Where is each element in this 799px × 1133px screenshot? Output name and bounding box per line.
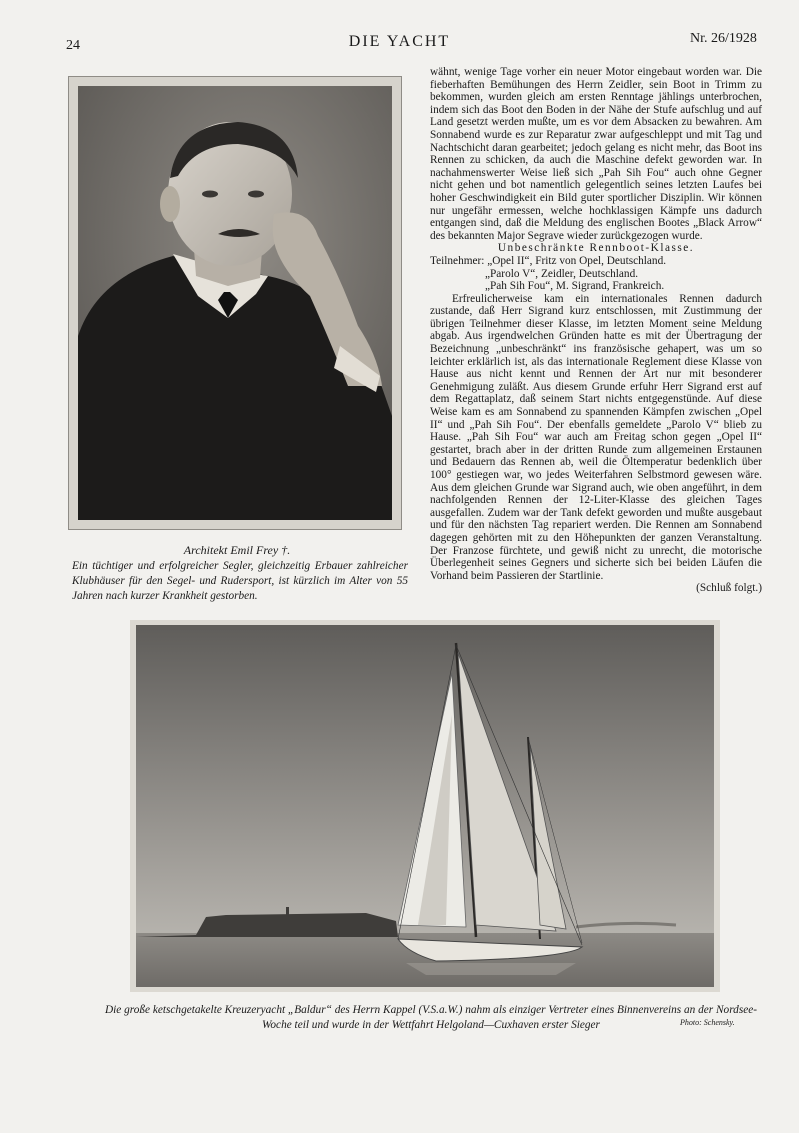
yacht-photo bbox=[136, 625, 714, 987]
portrait-frame bbox=[68, 76, 402, 530]
portrait-caption-title: Architekt Emil Frey †. bbox=[183, 543, 291, 557]
photo-credit: Photo: Schensky. bbox=[680, 1018, 735, 1027]
article-paragraph: Erfreulicherweise kam ein internationales Rennen dadurch zustande, daß Herr Sigrand kurz entschlossen, mit Zustimmung der übrigen Teilnehmer dieser Klasse, im letzten Moment seine Meldung abgab. Aus irgendwelchen Gründen hatte es mit der Übertragung der Bezeichnung „unbeschränkt“ ins französische gehapert, was um so leichter erklärlich ist, als das internationale Reglement diese Klasse von Hause aus nicht kennt und Rennen der Art nur mit besonderer Genehmigung zuläßt. Aus diesem Grunde erfuhr Herr Sigrand erst auf dem Regattaplatz, daß seinem Start nichts entgegenstünde. Auf diese Weise kam es am Sonnabend zu spannenden Kämpfen zwischen „Opel II“ und „Pah Sih Fou“. Der ebenfalls gemeldete „Parolo V“ blieb zu Hause. „Pah Sih Fou“ war auch am Freitag schon gegen „Opel II“ gestartet, brach aber in der dritten Runde zum allgemeinen Erstaunen und Bedauern das Rennen ab, weil die Öltemperatur bedenklich über 100° gestiegen war, wo jedes Weiterfahren Selbstmord gewesen wäre. Aus dem gleichen Grunde war Sigrand auch, wie oben angeführt, in dem nachfolgenden Rennen der 12-Liter-Klasse des gleichen Tages ausgefallen. Zudem war der Tank defekt geworden und mußte ausgebaut und für den nächsten Tag repariert werden. Die Rennen am Sonnabend dagegen gehörten mit zu den Höhepunkten der ganzen Veranstaltung. Der Franzose fürchtete, und gewiß nicht zu unrecht, die motorische Überlegenheit seines Gegners und sicherte sich bei beiden Läufen die Vorhand beim Passieren der Startlinie. bbox=[430, 292, 762, 582]
portrait-image bbox=[78, 86, 392, 520]
participants-line: Teilnehmer: „Opel II“, Fritz von Opel, Deutschland. bbox=[430, 254, 667, 267]
issue-number: Nr. 26/1928 bbox=[690, 31, 757, 46]
participants-line: „Pah Sih Fou“, M. Sigrand, Frankreich. bbox=[485, 280, 665, 293]
article-column bbox=[430, 66, 762, 595]
portrait-caption: Ein tüchtiger und erfolgreicher Segler, gleichzeitig Erbauer zahlreicher Klubhäuser für den Segel- und Rudersport, ist kürzlich im Alter von 55 Jahren nach kurzer Krankheit gestorben. bbox=[72, 560, 408, 602]
participants-line: „Parolo V“, Zeidler, Deutschland. bbox=[485, 267, 639, 280]
continued-note: (Schluß folgt.) bbox=[696, 582, 762, 595]
magazine-title: DIE YACHT bbox=[348, 33, 451, 50]
portrait-photo bbox=[78, 86, 392, 520]
yacht-image bbox=[136, 625, 714, 987]
class-heading: Unbeschränkte Rennboot-Klasse. bbox=[497, 242, 695, 255]
page-number: 24 bbox=[66, 38, 80, 53]
yacht-caption: Die große ketschgetakelte Kreuzeryacht „Baldur“ des Herrn Kappel (V.S.a.W.) nahm als einziger Vertreter eines Binnenvereins an der Nordsee-Woche teil und wurde in der Wettfahrt Helgoland—Cuxhaven erster Sieger bbox=[104, 1004, 758, 1031]
article-paragraph: wähnt, wenige Tage vorher ein neuer Motor eingebaut worden war. Die fieberhaften Bemühungen des Herrn Zeidler, sein Boot in Trimm zu bekommen, wurden gleich am ersten Renntage jählings unterbrochen, indem sich das Boot den Boden in der Nähe der Stufe aufschlug und auf Land gesetzt werden mußte, um es vor dem Absacken zu bewahren. Am Sonnabend wurde es zur Reparatur zwar aufgeschleppt und mit Tag und Nachtschicht daran gearbeitet; jedoch gelang es nicht mehr, das Boot ins Rennen zu schicken, da auch die Maschine defekt geworden war. In nachahmenswerter Weise ließ sich „Pah Sih Fou“ auch ohne Gegner nicht gehen und bot namentlich gelegentlich seines letzten Laufes bei hoher Geschwindigkeit ein Bild guter sportlicher Disziplin. Wir können nur ungefähr ermessen, welche hochklassigen Kämpfe uns dadurch entgangen sind, daß die Meldung des englischen Bootes „Black Arrow“ des bekannten Major Segrave wieder zurückgezogen wurde. bbox=[430, 66, 762, 242]
yacht-photo-frame bbox=[130, 620, 720, 992]
